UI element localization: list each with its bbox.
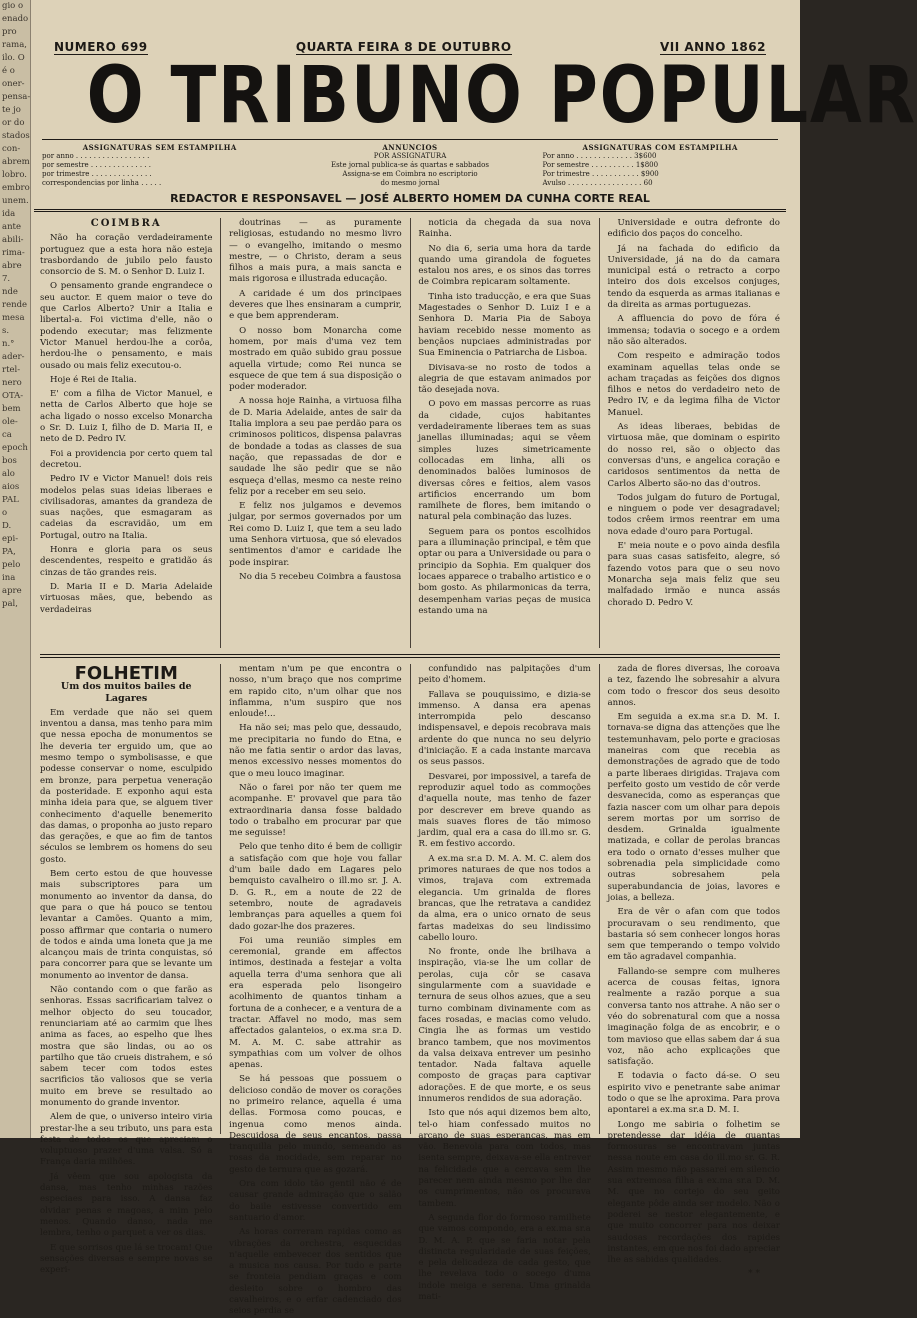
margin-fragment: epi- <box>2 534 19 544</box>
paragraph: Ora com idolo tão gentil não é de causar grande admiração que o salão do baile estivesse convertido em santuario d'amor. <box>229 1179 402 1223</box>
paragraph: Isto que nós aqui dizemos bem alto, tel-o hiam confessado muitos no arcano de suas esperanças, mas em vão. Benevola para com todos, mas isenta sempre, deixava-se ella entrever na felicidade que a cercava sem lhe parecer nem ainda mesmo por lhe dar os cumprimentos, não os procurava tambem. <box>418 1108 591 1209</box>
column-rule <box>410 664 411 1134</box>
margin-fragment: rima- <box>2 248 25 258</box>
paragraph: As horas correram rapidas como as vibrações da orchestra, esquecidas n'aquelle embevecer dos sentidos que a musica nos causa. Por tudo e parte se fronteia pendiam graças e com desleito sobre o hombro das cavalheiros, e o erfar cadenciado dos seios perdia se <box>229 1227 402 1317</box>
margin-fragment: epoch <box>2 443 28 453</box>
margin-fragment: ilo. O <box>2 53 25 63</box>
margin-fragment: ca <box>2 430 12 440</box>
column-rule <box>220 664 221 1134</box>
margin-fragment: é o <box>2 66 15 76</box>
paragraph: Pelo que tenho dito é bem de colligir a satisfação com que hoje vou fallar d'um baile dado em Lagares pelo bemquisto cavalheiro o ill.mo sr. J. A. D. G. R., em a noute de 22 de setembro, noute de agradaveis lembranças para aquelles a quem foi dado gozar-lhe dos prazeres. <box>229 842 402 932</box>
paragraph: E feliz nos julgamos e devemos julgar, por sermos governados por um Rei como D. Luiz I, que tem a seu lado uma Senhora virtuosa, que só elevados sentimentos d'amor e caridade lhe pode inspirar. <box>229 501 402 568</box>
paragraph: No fronte, onde lhe brilhava a inspiração, via-se lhe um collar de perolas, cuja côr se casava singularmente com a suavidade e ternura de seus olhos azues, que a seu turno combinam divinamente com as faces rosadas, e macias como veludo. Cingia lhe as formas um vestido branco tambem, que nos movimentos da valsa deixava entrever um pesinho tentador. Nada faltava aquelle composto de graças para captivar adorações. E de que morte, e os seus innumeros rendidos de sua adoração. <box>418 947 591 1104</box>
paragraph: Foi a providencia por certo quem tal decretou. <box>40 448 213 470</box>
subscriptions-without-stamp: ASSIGNATURAS SEM ESTAMPILHA por anno . . . . . . . . . . . . . . . . . por semestre . . . . . . . . . . . . . . por trimestre . . . . . . . . . . . . . . correspondencias por linha . . . . . <box>42 143 237 187</box>
margin-fragment: alo <box>2 469 15 479</box>
margin-fragment: stados <box>2 131 30 141</box>
column-rule <box>220 218 221 648</box>
margin-fragment: bem <box>2 404 21 414</box>
margin-fragment: ina <box>2 573 16 583</box>
folhetim-column-1 <box>40 663 213 1276</box>
issue-number: NUMERO 699 <box>54 40 148 54</box>
paragraph: E que sorrisos que lá se trocam! Que sensações diversas e sempre novas se experi- <box>40 1242 213 1276</box>
issue-year: VII ANNO 1862 <box>659 40 766 54</box>
paragraph: Se há pessoas que possuem o delicioso condão de mover os corações no primeiro relance, aquella é uma dellas. Formosa como poucas, e ingenua como menos ainda. Descuidosa de seus encantos, passa tranquilla pelo mundo, semeando as rosas da mocidade, sem reparar no gesto de ternura que as gozará. <box>229 1074 402 1175</box>
margin-fragment: o <box>2 508 8 518</box>
margin-fragment: oner- <box>2 79 25 89</box>
paragraph: Em seguida a ex.ma sr.a D. M. I. tornava-se digna das attenções que lhe testemunhavam, pelo porte e graciosas maneiras com que recebia as demonstrações de agrado que de todo a parte liberaes dirigidas. Trajava com perfeito gosto um vestido de côr verde desvanecida, como as esperanças que fazia nascer com um olhar para depois serem mortas por um sorriso de desdem. Grinalda igualmente matizada, e collar de perolas brancas era todo o ornato d'esses mulher que sobrenadia pela simplicidade como outras sobresahem pela superabundancia de joias, lavores e joias, a belleza. <box>607 712 780 903</box>
margin-fragment: OTA- <box>2 391 24 401</box>
paragraph: A affluencia do povo de fóra é immensa; todavia o socego e a ordem não são alterados. <box>607 314 780 347</box>
folhetim-column-4 <box>607 664 780 1280</box>
folhetim-column-3 <box>418 664 591 1303</box>
margin-fragment: ader- <box>2 352 25 362</box>
news-column-2 <box>229 218 401 648</box>
paragraph: O pensamento grande engrandece o seu auctor. E quem maior o teve do que Carlos Alberto? Unir a Italia e libertal-a. Foi victima d'elle, não o podendo executar; mas felizmente Victor Manuel herdou-lhe a corôa, herdou-lhe o pensamento, e mais ousado ou mais feliz executou-o. <box>40 281 213 371</box>
paragraph: Não ha coração verdadeiramente portuguez que a esta hora não esteja trasbordando de jubilo pelo fausto consorcio de S. M. o Senhor D. Luiz I. <box>40 233 213 278</box>
column-rule <box>599 664 600 1134</box>
subscription-block <box>42 139 778 188</box>
margin-fragment: PA, <box>2 547 16 557</box>
paragraph: noticia da chegada da sua nova Rainha. <box>418 218 591 240</box>
paragraph: Com respeito e admiração todos examinam aquellas telas onde se acham traçadas as feições dos dignos filhos e netos do verdadeiro neto de Pedro IV, e da legima filha de Victor Manuel. <box>607 351 780 418</box>
issue-date: QUARTA FEIRA 8 DE OUTUBRO <box>295 40 512 54</box>
paragraph: Desvarei, por impossivel, a tarefa de reproduzir aquel todo as commoções d'aquella noute, mas tenho de fazer por descrever em breve quando as mais suaves flores de tão mimoso jardim, qual era a casa do ill.mo sr. G. R. em festivo accordo. <box>418 771 591 850</box>
paragraph: Seguem para os pontos escolhidos para a illuminação principal, e têm que optar ou para a Universidade ou para o principio da Sophia. Em qualquer dos locaes apparece o trabalho artistico e o bom gosto. As philarmonicas da terra, desempenham varias peças de musica estando uma na <box>418 526 591 616</box>
margin-fragment: con- <box>2 144 21 154</box>
margin-fragment: pensa- <box>2 92 31 102</box>
paragraph: Em verdade que não sei quem inventou a dansa, mas tenho para mim que nessa epocha de monumentos se lhe deveria ter erguido um, que ao mesmo tempo o symbolisasse, e que podesse conservar o nome, esculpido em bronze, para perpetua veneração da posteridade. E exponho aqui esta minha ideia para que, se alguem tiver conhecimento d'aquelle benemerito das damas, o proponha ao justo reparo das gerações, e que ao fim de tantos séculos se lembrem os homens do seu gosto. <box>40 707 213 865</box>
paragraph: No dia 5 recebeu Coimbra a faustosa <box>239 571 402 582</box>
paragraph: zada de flores diversas, lhe coroava a tez, fazendo lhe sobresahir a alvura com todo o frescor dos seus desoito annos. <box>607 664 780 708</box>
margin-fragment: ante <box>2 222 21 232</box>
news-column-1 <box>40 218 212 648</box>
margin-fragment: embro <box>2 183 30 193</box>
paragraph: E' com a filha de Victor Manuel, e netta de Carlos Alberto que hoje se acha ligado o nosso excelso Monarcha o Sr. D. Luiz I, filho de D. Maria II, e neto de D. Pedro IV. <box>40 389 213 445</box>
paragraph: doutrinas — as puramente religiosas, estudando no mesmo livro — o evangelho, imitando o mesmo mestre, — o Christo, deram a seus filhos a mais pura, a mais sancta e mais rigorosa e illustrada educação. <box>229 218 402 285</box>
paragraph: A nossa hoje Rainha, a virtuosa filha de D. Maria Adelaide, antes de sair da Italia implora a seu pae perdão para os criminosos politicos, dispensa palavras de bondade a todas as classes de sua nação, que repassadas de dor e saudade lhe são pedir que se não esqueça d'ellas, mesmo ca neste reino feliz por a receber em seu seio. <box>229 396 402 497</box>
margin-fragment: n.° <box>2 339 15 349</box>
margin-fragment: rama, <box>2 40 27 50</box>
column-rule <box>410 218 411 648</box>
paragraph: A segunda flor do formoso ramilhete que vamos compondo, era a ex.ma sr.a D. M. A. P. que se faria notar pela distincta regularidade de suas feições, e pela delicadeza de cada gesto, que lhe revelava todo o socego d'uma indole meiga e serena. Uma grinalda mati- <box>418 1212 591 1303</box>
folhetim-subtitle: Um dos muitos bailes de Lagares <box>60 681 192 704</box>
margin-fragment: aios <box>2 482 20 492</box>
paragraph: mentam n'um pe que encontra o nosso, n'um braço que nos comprime em rapido cito, n'um olhar que nos inflamma, n'um suspiro que nos enloude!... <box>229 664 402 720</box>
margin-fragment: unem. <box>2 196 29 206</box>
margin-fragment: mesa <box>2 313 25 323</box>
paragraph: E todavia o facto dá-se. O seu espirito vivo e penetrante sabe animar todo o que se lhe aproxima. Para prova apontarei a ex.ma sr.a D. M. I. <box>607 1071 780 1116</box>
margin-fragment: ida <box>2 209 16 219</box>
paragraph: Fallava se pouquissimo, e dizia-se immenso. A dansa era apenas interrompida pelo descanso indispensavel, e depois recobrava mais ardente do que nunca no seu delyrio d'iniciação. E a cada instante marcava os seus passos. <box>418 689 591 768</box>
margin-fragment: s. <box>2 326 10 336</box>
margin-fragment: pal, <box>2 599 18 609</box>
margin-fragment: ole- <box>2 417 18 427</box>
margin-fragment: enado <box>2 14 29 24</box>
front-page <box>34 30 917 1317</box>
margin-fragment: te jo <box>2 105 21 115</box>
adjacent-page-fragment <box>0 0 31 1138</box>
paragraph: Foi uma reunião simples em ceremonial, grande em affectos intimos, destinada a festejar a volta aquella terra d'uma senhora que ali era esperada pelo lisongeiro acolhimento de quantos tinham a fortuna de a conhecer, e a ventura de a tractar. Affavel no modo, mas sem affectados galanteios, o ex.ma sr.a D. M. A. M. C. sabe attrahir as sympathias com um volver de olhos apenas. <box>229 935 402 1071</box>
margin-fragment: or do <box>2 118 25 128</box>
news-columns <box>40 218 780 648</box>
margin-fragment: nde <box>2 287 18 297</box>
paragraph: A ex.ma sr.a D. M. A. M. C. alem dos primores naturaes de que nos todos a vimos, trajava com extremada elegancia. Um grinalda de flores brancas, que lhe retratava a candidez da alma, era o unico ornato de seus fartas madeixas do seu lindissimo cabello louro. <box>418 853 591 943</box>
news-column-3 <box>418 218 590 648</box>
margin-fragment: abrem <box>2 157 30 167</box>
paragraph: E' meia noute e o povo ainda desfila para suas casas satisfeito, alegre, só fazendo votos para que o seu novo Monarcha seja mais feliz que seu malfadado irmão e nunca assás chorado D. Pedro V. <box>607 541 780 608</box>
paragraph: D. Maria II e D. Maria Adelaide virtuosas mães, que, bebendo as verdadeiras <box>40 581 213 615</box>
paragraph: Honra e gloria para os seus descendentes, respeito e gratidão ás cinzas de tão grandes reis. <box>40 545 213 578</box>
paragraph: Bem certo estou de que houvesse mais subscriptores para um monumento ao inventor da dansa, do que para o que há pouco se tentou levantar a Camões. Quanto a mim, posso affirmar que contaria o numero de todos e ainda uma loneta que ja me alcançou mais de trinta conquistas, só para concorrer para que se levante um monumento ao inventor de dansa. <box>40 869 213 981</box>
paragraph: Ha não sei; mas pelo que, dessaudo, me precipitaria no fundo do Etna, e não me fatia sentir o ardor das lavas, menos excessivo nesses momentos do que o meu louco imaginar. <box>229 723 402 779</box>
section-divider <box>40 654 780 658</box>
margin-fragment: pro <box>2 27 17 37</box>
paragraph: Já vêem que sou apologista da dansa, mas tenho minhas razões especiaes para isso. A dansa faz olvidar penas e magoas, a mim pelo menos. Quando danso, nada me lembra, tenho o parquet a ver os dias. <box>40 1171 213 1239</box>
margin-fragment: gio o <box>2 1 24 11</box>
margin-fragment: lobro. <box>2 170 28 180</box>
margin-fragment: bos <box>2 456 17 466</box>
subscriptions-with-stamp: ASSIGNATURAS COM ESTAMPILHA Por anno . . . . . . . . . . . . . 3$600 Por semestre . . . . . . . . . . 1$800 Por trimestre . . . . . . . . . . . $900 Avulso . . . . . . . . . . . . . . . . . 60 <box>542 143 738 187</box>
margin-fragment: rende <box>2 300 28 310</box>
margin-fragment: abre <box>2 261 22 271</box>
margin-fragment: D. <box>2 521 12 531</box>
margin-fragment: abili- <box>2 235 24 245</box>
masthead-title: O TRIBUNO POPULAR <box>86 51 917 141</box>
paragraph: O povo em massas percorre as ruas da cidade, cujos habitantes verdadeiramente liberaes tem as suas janellas illuminadas; aqui se vêem simples luzes simetricamente collocadas em linha, alli os denominados balões luminosos de diversas côres e feitios, alem vasos artificios encerrando um bom ramilhete de flores, bem imitando o natural pela combinação das luzes. <box>418 399 591 523</box>
margin-fragment: 7. <box>2 274 11 284</box>
margin-fragment: nero <box>2 378 22 388</box>
paragraph: Fallando-se sempre com mulheres acerca de cousas feitas, ignora realmente a razão porque a sua conversa tanto nos attrahe. A não ser o véo do sobrenatural com que a nossa imaginação folga de as encobrir, e o tom mavioso que ellas sabem dar á sua voz, não acho explicações que satisfação. <box>607 966 780 1068</box>
end-mark: * * <box>748 1269 760 1280</box>
paragraph: O nosso bom Monarcha come homem, por mais d'uma vez tem mostrado em quão subido grau possue aquella virtude; como Rei nunca se esquece de que tem á sua disposição o poder moderador. <box>229 325 402 393</box>
paragraph: Tinha isto traducção, e era que Suas Magestades o Senhor D. Luiz I e a Senhora D. Maria Pia de Saboya haviam recebido nesse momento as bençãos nupciaes administradas por Sua Eminencia o Patriarcha de Lisboa. <box>418 291 591 359</box>
editor-line: REDACTOR E RESPONSAVEL — JOSÉ ALBERTO HOMEM DA CUNHA CORTE REAL <box>34 192 786 212</box>
margin-fragment: apre <box>2 586 22 596</box>
paragraph: Longo me sabiria o folhetim se pretendesse dar idéia de quantas formosuras se encontravam juntas nessa noute em casa do ill.mo sr. G. R. Assim mesmo não passarei em silencio sua extremosa filha a ex.ma sr.a D. M. M. que no cortejo do seu geito elegante pôde ainda ser modelo. Não o poderei se nestor elegantemente, e que muito concorrer para nos deixar saudosas recordações dos rapides instantes, em que nos foi dado apreciar lhe as sabidas qualidades. <box>607 1119 780 1266</box>
paragraph: Já na fachada do edificio da Universidade, já na do da camara municipal está o retracto a corpo inteiro dos dois excelsos conjuges, tendo da esquerda as armas italianas e da direita as armas portuguezas. <box>607 243 780 311</box>
news-column-4 <box>608 218 780 648</box>
section-title: COIMBRA <box>90 218 162 229</box>
folhetim-columns <box>40 663 780 1317</box>
paragraph: Divisava-se no rosto de todos a alegria de que estavam animados por tão desejada nova. <box>418 362 591 396</box>
paragraph: No dia 6, seria uma hora da tarde quando uma girandola de foguetes estalou nos ares, e os sinos das torres de Coimbra repicaram soltamente. <box>418 243 591 288</box>
paragraph: Pedro IV e Victor Manuel! dois reis modelos pelas suas ideias liberaes e civilisadoras, amantes da grandeza de suas nações, que esmagaram as cadeias da escravidão, um em Portugal, outro na Italia. <box>40 474 213 541</box>
folhetim-title: FOLHETIM <box>74 663 178 684</box>
paragraph: Hoje é Rei de Italia. <box>50 374 137 385</box>
margin-fragment: pelo <box>2 560 21 570</box>
paragraph: A caridade é um dos principaes deveres que lhes ensinaram a cumprir, e que bem apprenderam. <box>229 288 402 322</box>
paragraph: As ideas liberaes, bebidas de virtuosa mãe, que dominam o espirito do nosso rei, são o objecto das conversas d'uns, e angelica coração e caridosos sentimentos da netta de Carlos Alberto são-no das d'outros. <box>607 422 780 489</box>
margin-fragment: rtel- <box>2 365 21 375</box>
paragraph: Universidade e outra defronte do edificio dos paços do concelho. <box>607 218 780 240</box>
column-rule <box>599 218 600 648</box>
paragraph: confundido nas palpitações d'um peito d'homem. <box>418 664 591 686</box>
paragraph: Era de vêr o afan com que todos procuravam o seu rendimento, que bastaria só sem conhecer longos horas sem que temperando o tempo volvido em tão agradavel companhia. <box>607 907 780 963</box>
margin-fragment: PAL <box>2 495 19 505</box>
paragraph: Alem de que, o universo inteiro viria prestar-lhe a seu tributo, uns para esta festa de todos os que apreciam o voluptuoso prazer d'uma valsa. Só a França daria milhões. <box>40 1112 213 1168</box>
folhetim-column-2 <box>229 664 402 1317</box>
paragraph: Não contando com o que farão as senhoras. Essas sacrificariam talvez o melhor objecto do seu toucador, renunciariam até ao carmim que lhes anima as faces, ao espelho que lhes mostra que são lindas, ou ao os partilho que tão crueis distrahem, e só sabem tecer com todos estes sacrificios tão valiosos que se veria muito em breve se resultado ao monumento do grande inventor. <box>40 985 213 1108</box>
paragraph: Não o farei por não ter quem me acompanhe. E' provavel que para tão extraordinaria dansa fosse baldado todo o trabalho em procurar par que me seguisse! <box>229 782 402 839</box>
advertisements-info: ANNUNCIOS POR ASSIGNATURA Este jornal publica-se ás quartas e sabbados Assigna-se em Coimbra no escriptorio do mesmo jornal <box>330 143 489 187</box>
paragraph: Todos julgam do futuro de Portugal, e ninguem o pode ver desagradavel; todos crêem irmos reentrar em uma nova edade d'ouro para Portugal. <box>607 492 780 537</box>
